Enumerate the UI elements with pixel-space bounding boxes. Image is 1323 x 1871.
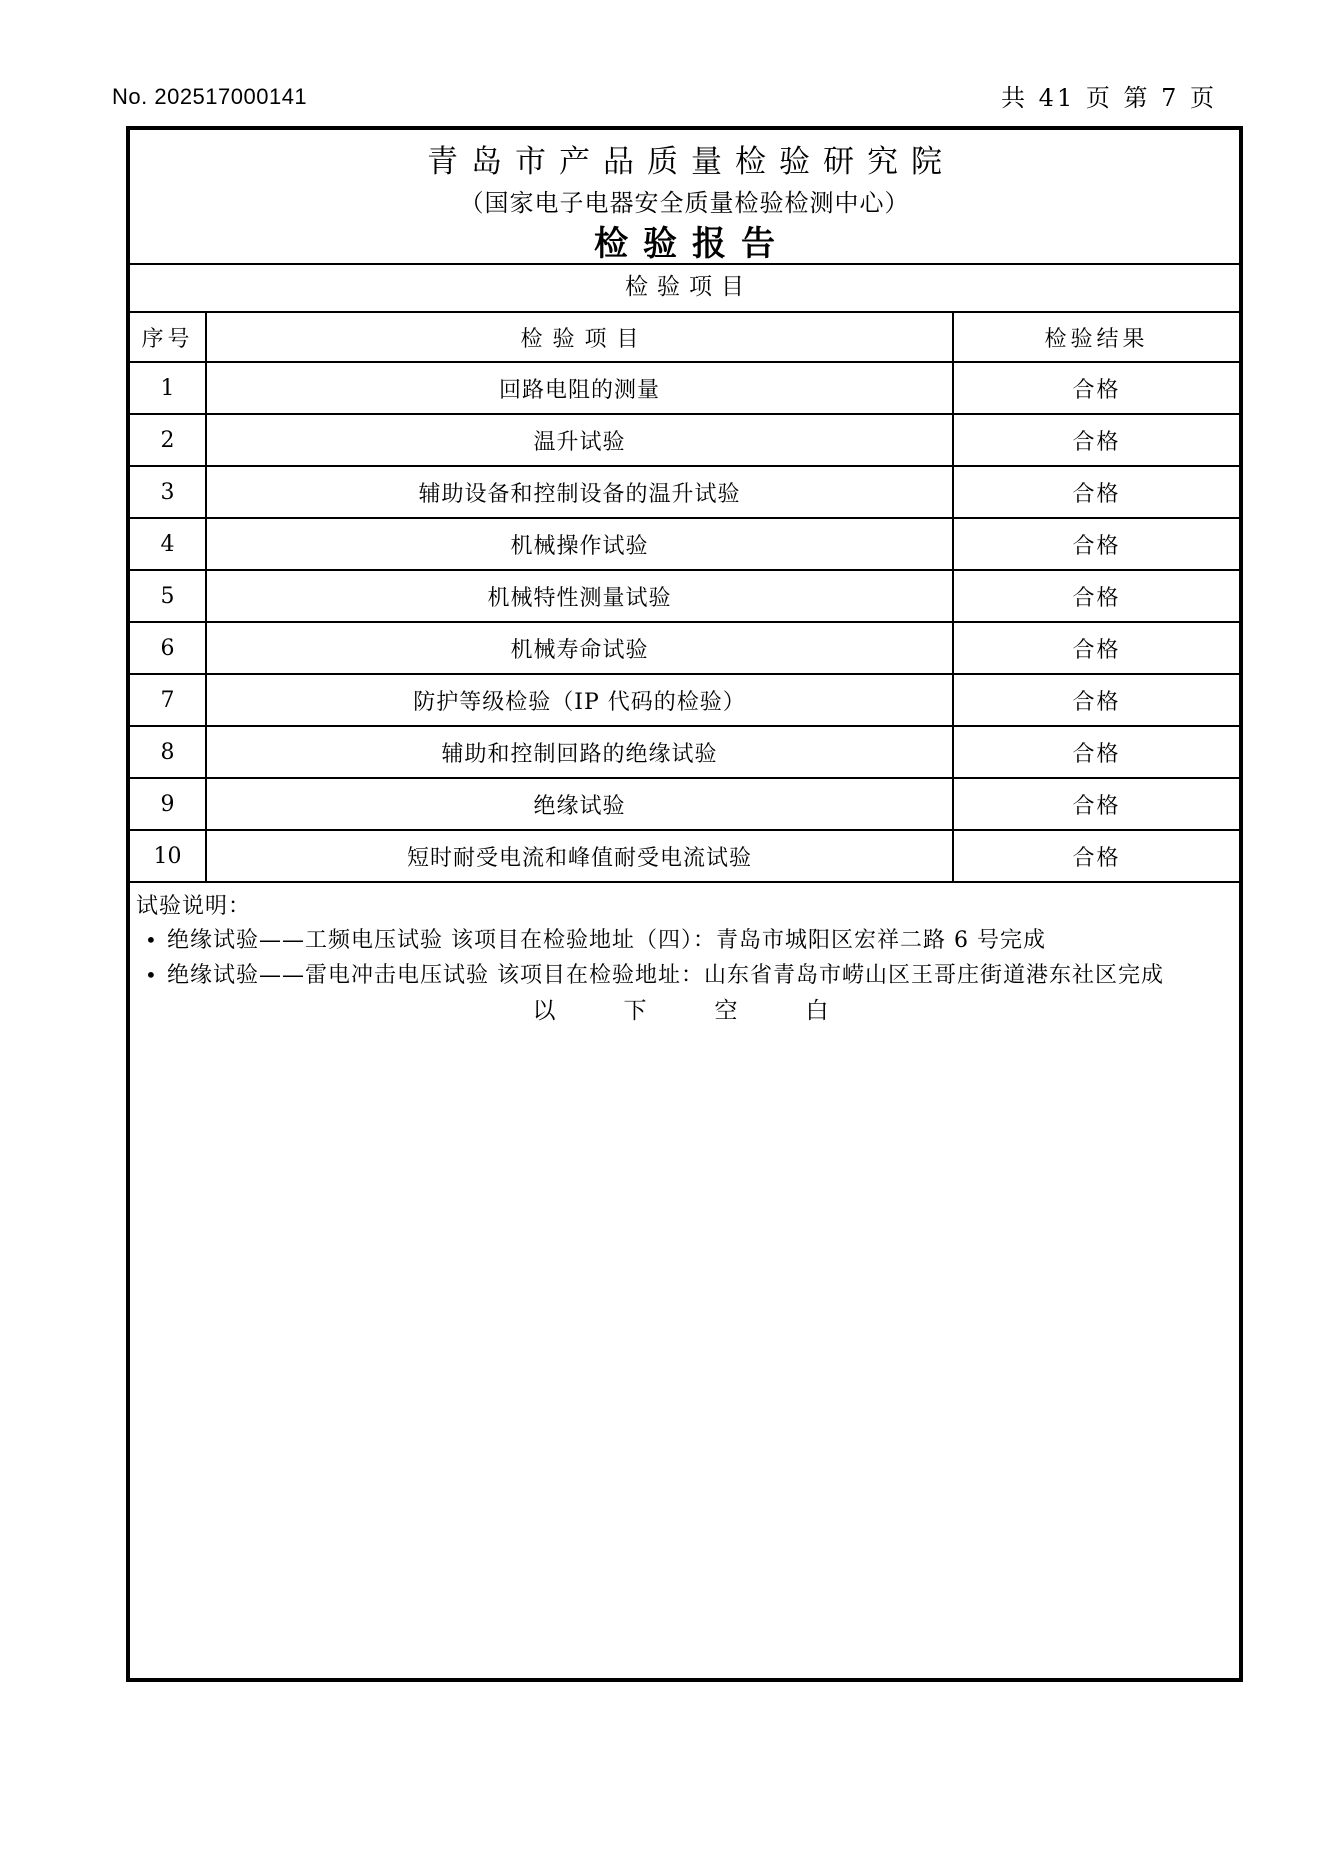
item-cell: 温升试验: [206, 414, 953, 466]
item-cell: 机械特性测量试验: [206, 570, 953, 622]
table-row: [130, 778, 1239, 830]
notes-label: 试验说明：: [136, 894, 252, 919]
column-header-result: 检验结果: [953, 313, 1239, 362]
blank-below-marker: 以下空白: [532, 998, 897, 1024]
result-cell: 合格: [953, 674, 1239, 726]
table-header-row: [130, 313, 1239, 362]
note-line: [136, 923, 1231, 958]
item-cell: 辅助设备和控制设备的温升试验: [206, 466, 953, 518]
table-row: [130, 570, 1239, 622]
report-title: 检验报告: [594, 224, 790, 264]
column-header-item: 检验项目: [206, 313, 953, 362]
result-cell: 合格: [953, 570, 1239, 622]
row-number-cell: 3: [130, 466, 206, 518]
result-cell: 合格: [953, 466, 1239, 518]
notes-section: [130, 883, 1239, 1678]
table-row: [130, 674, 1239, 726]
table-row: [130, 362, 1239, 414]
note-text: 绝缘试验——雷电冲击电压试验 该项目在检验地址：山东省青岛市崂山区王哥庄街道港东社区完成: [167, 963, 1164, 988]
title-block: [130, 130, 1239, 265]
report-box: [126, 126, 1243, 1682]
item-cell: 防护等级检验（IP 代码的检验）: [206, 674, 953, 726]
table-row: [130, 414, 1239, 466]
section-title: 检验项目: [130, 265, 1239, 313]
center-name: （国家电子电器安全质量检验检测中心）: [459, 189, 910, 217]
column-header-no: 序号: [130, 313, 206, 362]
table-row: [130, 518, 1239, 570]
table-row: [130, 830, 1239, 882]
table-row: [130, 726, 1239, 778]
result-cell: 合格: [953, 622, 1239, 674]
note-line: [136, 958, 1231, 993]
table-row: [130, 466, 1239, 518]
result-cell: 合格: [953, 726, 1239, 778]
row-number-cell: 8: [130, 726, 206, 778]
result-cell: 合格: [953, 414, 1239, 466]
inspection-items-table: [130, 313, 1239, 883]
result-cell: 合格: [953, 518, 1239, 570]
note-text: 绝缘试验——工频电压试验 该项目在检验地址（四）：青岛市城阳区宏祥二路 6 号完成: [167, 928, 1046, 953]
row-number-cell: 6: [130, 622, 206, 674]
result-cell: 合格: [953, 362, 1239, 414]
item-cell: 辅助和控制回路的绝缘试验: [206, 726, 953, 778]
item-cell: 绝缘试验: [206, 778, 953, 830]
result-cell: 合格: [953, 778, 1239, 830]
row-number-cell: 2: [130, 414, 206, 466]
item-cell: 机械寿命试验: [206, 622, 953, 674]
item-cell: 机械操作试验: [206, 518, 953, 570]
row-number-cell: 7: [130, 674, 206, 726]
row-number-cell: 4: [130, 518, 206, 570]
row-number-cell: 5: [130, 570, 206, 622]
item-cell: 短时耐受电流和峰值耐受电流试验: [206, 830, 953, 882]
result-cell: 合格: [953, 830, 1239, 882]
report-number: No. 202517000141: [112, 84, 308, 109]
bullet-icon: •: [145, 928, 158, 952]
row-number-cell: 10: [130, 830, 206, 882]
bullet-icon: •: [145, 963, 158, 987]
row-number-cell: 9: [130, 778, 206, 830]
item-cell: 回路电阻的测量: [206, 362, 953, 414]
page-indicator: 共 41 页 第 7 页: [1001, 84, 1217, 112]
row-number-cell: 1: [130, 362, 206, 414]
institute-name: 青岛市产品质量检验研究院: [427, 144, 955, 180]
table-row: [130, 622, 1239, 674]
